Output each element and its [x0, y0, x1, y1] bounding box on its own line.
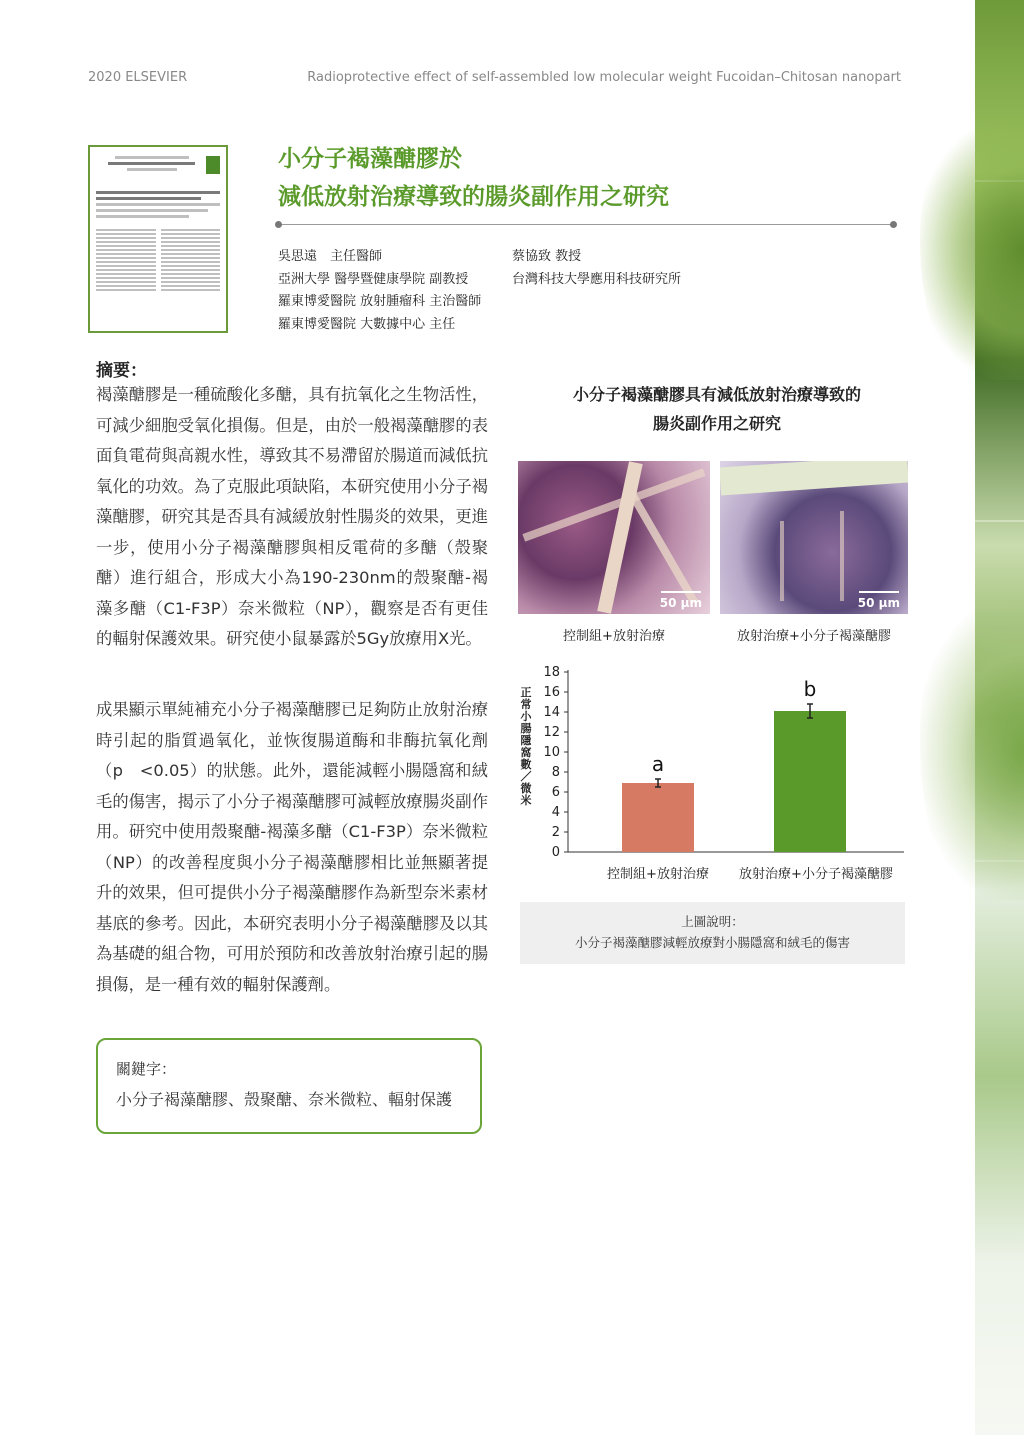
- abstract-heading: 摘要：: [96, 361, 147, 381]
- y-tick-label: 18: [543, 665, 560, 680]
- y-tick-label: 16: [543, 685, 560, 700]
- significance-letter-1: a: [651, 752, 665, 776]
- y-tick-label: 2: [551, 825, 560, 840]
- x-category-label-2: 放射治療+小分子褐藻醣膠: [739, 867, 893, 882]
- title-line-2: 減低放射治療導致的腸炎副作用之研究: [278, 184, 669, 210]
- y-axis-label-char: 正: [520, 686, 532, 699]
- author-1-affil-3: 羅東博愛醫院 大數據中心 主任: [278, 316, 456, 332]
- micrograph-caption-2: 放射治療+小分子褐藻醣膠: [737, 629, 891, 644]
- page-title: [278, 140, 669, 216]
- abstract-paragraph-2: 成果顯示單純補充小分子褐藻醣膠已足夠防止放射治療時引起的脂質過氧化，並恢復腸道酶和非酶抗氧化劑（p <0.05）的狀態。此外，還能減輕小腸隱窩和絨毛的傷害，揭示了小分子褐藻醣膠可減輕放療腸炎副作用。研究中使用殼聚醣-褐藻多醣（C1-F3P）奈米微粒（NP）的改善程度與小分子褐藻醣膠相比並無顯著提升的效果，但可提供小分子褐藻醣膠作為新型奈米素材基底的參考。因此，本研究表明小分子褐藻醣膠及以其為基礎的組合物，可用於預防和改善放射治療引起的腸損傷，是一種有效的輻射保護劑。: [96, 700, 488, 994]
- y-tick-label: 14: [543, 705, 560, 720]
- y-axis-label-char: 微: [520, 782, 532, 795]
- y-axis-label-char: 小: [520, 710, 532, 723]
- figure-note-title: 上圖說明：: [681, 914, 744, 929]
- micrograph-fucoidan: [720, 461, 908, 614]
- author-2-affil-1: 台灣科技大學應用科技研究所: [512, 271, 682, 287]
- author-2-name: 蔡協致 教授: [512, 249, 582, 264]
- title-divider: [278, 224, 894, 225]
- author-1-affil-1: 亞洲大學 醫學暨健康學院 副教授: [278, 271, 469, 287]
- leaf-shape-mid: [920, 600, 1024, 900]
- header-journal: 2020 ELSEVIER: [88, 70, 188, 85]
- scale-bar-1: 50 µm: [660, 591, 702, 610]
- y-axis-label-char: 隱: [520, 734, 532, 747]
- figure-title: [520, 380, 914, 438]
- y-tick-label: 4: [551, 805, 560, 820]
- author-block-1: [278, 246, 481, 336]
- y-axis-label-char: 常: [520, 698, 532, 711]
- crypt-count-bar-chart: [512, 660, 912, 890]
- author-1-affil-2: 羅東博愛醫院 放射腫瘤科 主治醫師: [278, 294, 482, 309]
- leaf-shape-top: [920, 120, 1024, 380]
- x-category-label-1: 控制組+放射治療: [607, 867, 709, 882]
- y-tick-label: 6: [551, 785, 560, 800]
- micrograph-caption-1: 控制組+放射治療: [563, 629, 665, 644]
- significance-letter-2: b: [803, 677, 817, 701]
- y-tick-label: 12: [543, 725, 560, 740]
- y-tick-label: 10: [543, 745, 560, 760]
- y-tick-label: 8: [551, 765, 560, 780]
- scale-bar-2: 50 µm: [858, 591, 900, 610]
- y-axis-label-char: 窩: [520, 746, 532, 759]
- keywords-title: 關鍵字：: [116, 1060, 177, 1078]
- y-axis-label-char: 數: [520, 758, 532, 771]
- bar-2: [774, 711, 846, 852]
- figure-note-text: 小分子褐藻醣膠減輕放療對小腸隱窩和絨毛的傷害: [574, 935, 850, 950]
- figure-title-line-1: 小分子褐藻醣膠具有減低放射治療導致的: [572, 385, 861, 404]
- keywords-box: [96, 1038, 482, 1134]
- paper-thumbnail: [88, 145, 228, 333]
- figure-title-line-2: 腸炎副作用之研究: [652, 414, 781, 433]
- abstract-paragraph-1: 褐藻醣膠是一種硫酸化多醣，具有抗氧化之生物活性，可減少細胞受氧化損傷。但是，由於一般褐藻醣膠的表面負電荷與高親水性，導致其不易滯留於腸道而減低抗氧化的功效。為了克服此項缺陷，本研究使用小分子褐藻醣膠，研究其是否具有減緩放射性腸炎的效果，更進一步，使用小分子褐藻醣膠與相反電荷的多醣（殼聚醣）進行組合，形成大小為190-230nm的殼聚醣-褐藻多醣（C1-F3P）奈米微粒（NP），觀察是否有更佳的輻射保護效果。研究使小鼠暴露於5Gy放療用X光。: [96, 385, 488, 648]
- header-paper-title: Radioprotective effect of self-assembled low molecular weight Fucoidan–Chitosan nanopart: [307, 70, 901, 85]
- y-axis-label-char: 腸: [520, 722, 532, 735]
- author-1-name: 吳思遠 主任醫師: [278, 249, 383, 264]
- figure-note: [520, 902, 905, 964]
- bar-1: [622, 783, 694, 852]
- keywords-text: 小分子褐藻醣膠、殼聚醣、奈米微粒、輻射保護: [116, 1090, 453, 1109]
- micrograph-control: [518, 461, 710, 614]
- y-tick-label: 0: [551, 845, 560, 860]
- y-axis-label-char: ／: [520, 770, 532, 783]
- y-axis-label-char: 米: [520, 794, 532, 807]
- author-block-2: [512, 246, 681, 291]
- title-line-1: 小分子褐藻醣膠於: [278, 146, 462, 172]
